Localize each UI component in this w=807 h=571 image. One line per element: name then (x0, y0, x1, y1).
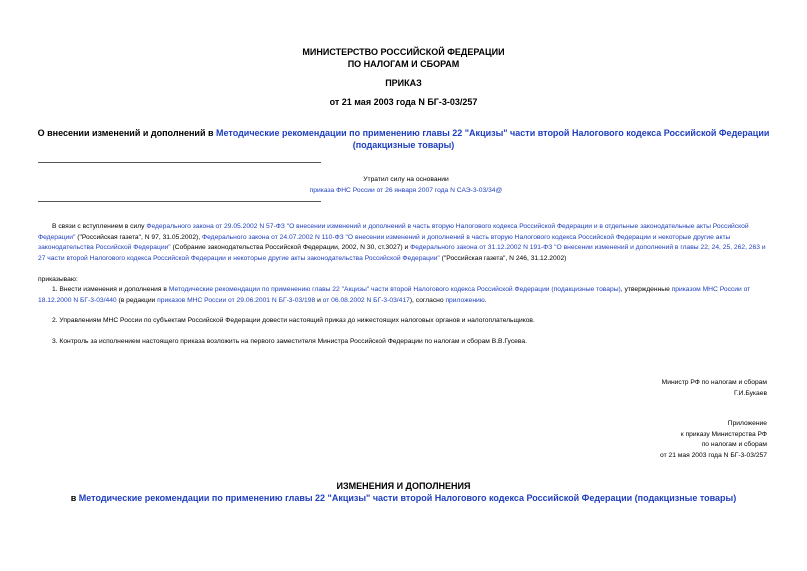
signature-position: Министр РФ по налогам и сборам (661, 379, 767, 386)
changes-subtitle (0, 492, 807, 504)
item-2: 2. Управлениям МНС России по субъектам Российской Федерации довести настоящий приказ до нижестоящих налоговых органов и налогоплательщиков. (52, 317, 535, 324)
item-1 (38, 285, 772, 306)
ministry-line-1: МИНИСТЕРСТВО РОССИЙСКОЙ ФЕДЕРАЦИИ (302, 47, 505, 57)
item-text: , утвержденные (620, 286, 672, 293)
preamble-text: В связи с вступлением в силу (52, 223, 147, 230)
item-3: 3. Контроль за исполнением настоящего приказа возложить на первого заместителя Министра Российской Федерации по налогам и сборам В.В.Гусева. (52, 338, 527, 345)
item-text: и (315, 296, 323, 304)
divider-top (38, 162, 321, 163)
appendix-line-1: Приложение (727, 420, 767, 427)
appendix-block (660, 419, 767, 461)
signature-name: Г.И.Букаев (734, 389, 767, 397)
order-440-link[interactable]: приказом МНС России от 18.12.2000 N БГ-3-03/440 (38, 286, 751, 304)
changes-heading: ИЗМЕНЕНИЯ И ДОПОЛНЕНИЯ (336, 481, 471, 491)
appendix-line-4: от 21 мая 2003 года N БГ-3-03/257 (660, 451, 767, 459)
ministry-line-2: ПО НАЛОГАМ И СБОРАМ (347, 59, 460, 69)
preamble-text: ("Российская газета", N 246, 31.12.2002) (439, 254, 567, 262)
doc-date: от 21 мая 2003 года N БГ-3-03/257 (329, 97, 478, 107)
preamble-paragraph (38, 222, 772, 264)
methodic-link[interactable]: Методические рекомендации по применению главы 22 "Акцизы" части второй Налогового кодекса Российской Федерации (подакцизные товары) (168, 286, 621, 293)
law-57-link[interactable]: Федерального закона от 29.05.2002 N 57-ФЗ "О внесении изменений и дополнений в часть вторую Налогового кодекса Российской Федерации и в отдельные законодательные акты Российской Федерации" (38, 223, 749, 241)
status-link[interactable]: приказа ФНС России от 26 января 2007 года N САЭ-3-03/34@ (309, 186, 503, 194)
order-word: приказываю: (38, 276, 78, 283)
law-191-link[interactable]: Федерального закона от 31.12.2002 N 191-ФЗ "О внесении изменений и дополнений в главы 22, 24, 25, 262, 263 и 27 части второй Налогового кодекса Российской Федерации и некоторые другие акты законодательства Российской Федерации" (38, 244, 766, 262)
divider-bottom (38, 201, 321, 202)
order-198-link[interactable]: приказов МНС России от 29.06.2001 N БГ-3-03/198 (157, 296, 316, 304)
item-text: . (484, 296, 487, 304)
appendix-link[interactable]: приложению (445, 296, 485, 304)
item-text: ), согласно (409, 296, 446, 304)
preamble-text: (Собрание законодательства Российской Федерации, 2002, N 30, ст.3027) и (170, 244, 411, 252)
item-text: (в редакции (116, 296, 158, 304)
signature-block (662, 378, 767, 399)
item-text: 1. Внести изменения и дополнения в (52, 286, 169, 293)
changes-prefix: в (70, 493, 79, 503)
document-title (30, 127, 777, 151)
order-417-link[interactable]: от 06.08.2002 N БГ-3-03/417 (322, 296, 410, 304)
doc-type: ПРИКАЗ (385, 78, 422, 88)
preamble-text: ("Российская газета", N 97, 31.05.2002), (75, 233, 203, 241)
appendix-line-2: к приказу Министерства РФ (680, 430, 767, 438)
changes-link[interactable]: Методические рекомендации по применению главы 22 "Акцизы" части второй Налогового кодекса Российской Федерации (подакцизные товары) (78, 493, 737, 503)
status-note (206, 175, 606, 196)
title-link[interactable]: Методические рекомендации по применению главы 22 "Акцизы" части второй Налогового кодекса Российской Федерации (подакцизные товары) (216, 128, 770, 150)
appendix-line-3: по налогам и сборам (701, 441, 767, 449)
title-prefix: О внесении изменений и дополнений в (37, 128, 217, 138)
ministry-name (0, 46, 807, 70)
law-110-link[interactable]: Федерального закона от 24.07.2002 N 110-ФЗ "О внесении изменений и дополнений в часть вторую Налогового кодекса Российской Федерации и некоторые другие акты законодательства Российской Федерации" (38, 233, 731, 252)
status-line: Утратил силу на основании (363, 176, 449, 183)
